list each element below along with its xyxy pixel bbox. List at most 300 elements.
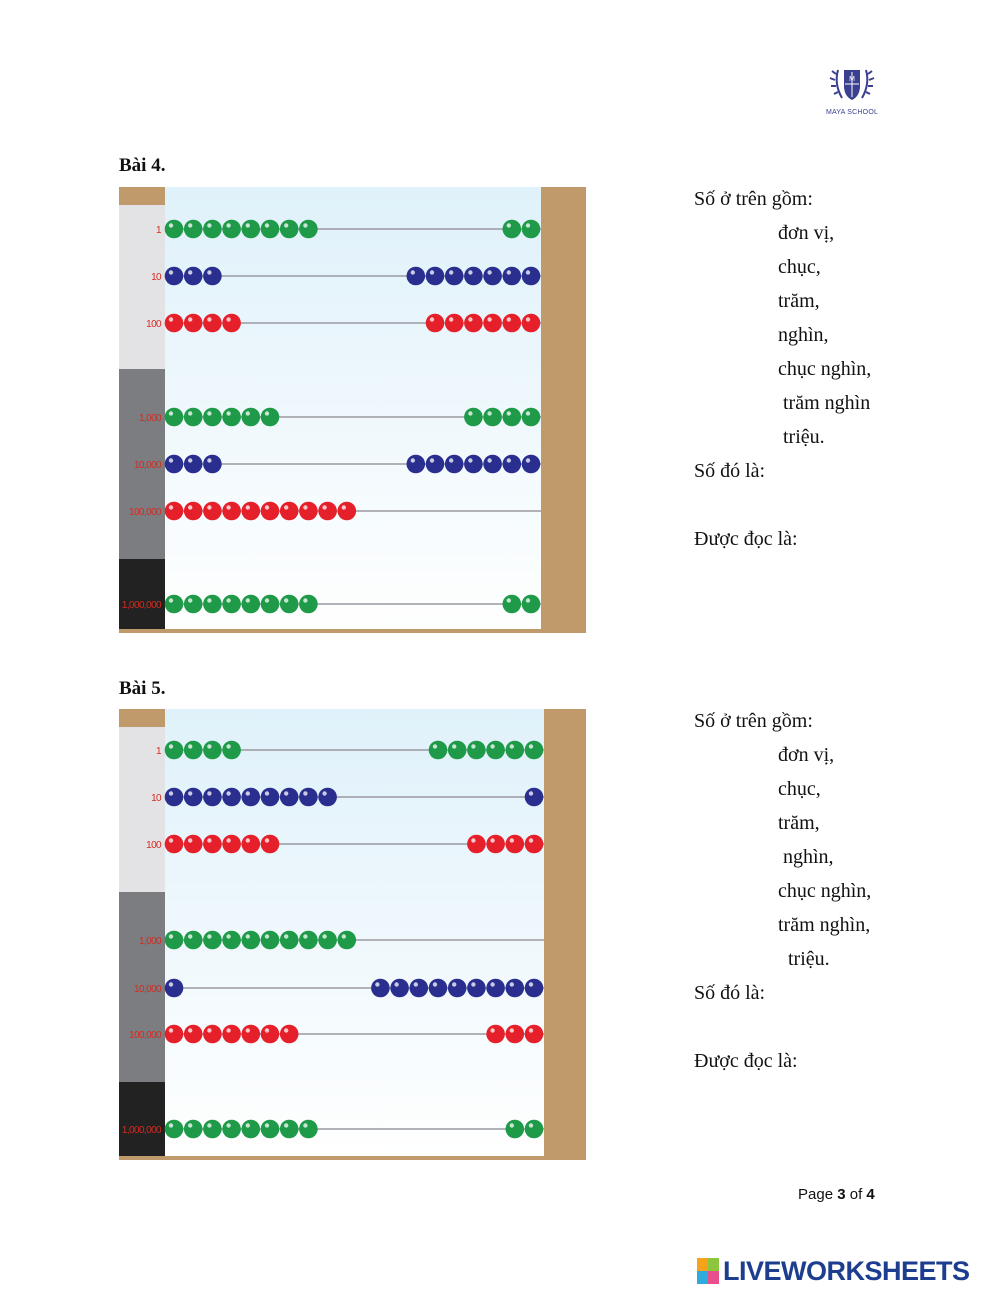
abacus-bead	[506, 741, 525, 760]
bead-highlight	[342, 934, 346, 938]
bead-highlight	[207, 1123, 211, 1127]
abacus-bead	[203, 502, 222, 521]
abacus-bead	[165, 502, 184, 521]
abacus-bead	[184, 931, 203, 950]
bead-highlight	[452, 982, 456, 986]
bead-highlight	[394, 982, 398, 986]
abacus-bead	[203, 408, 222, 427]
abacus-row-label: 100	[146, 840, 161, 851]
abacus-bead	[429, 979, 448, 998]
abacus-bead	[261, 1025, 280, 1044]
bead-highlight	[433, 982, 437, 986]
abacus-bead	[280, 502, 299, 521]
abacus-bead	[464, 267, 483, 286]
bead-highlight	[449, 270, 453, 274]
bead-highlight	[226, 934, 230, 938]
frame-top-left	[119, 709, 165, 727]
abacus-bead	[467, 741, 486, 760]
abacus-bead	[445, 314, 464, 333]
abacus-bead	[184, 220, 203, 239]
bead-highlight	[169, 934, 173, 938]
school-crest-icon	[822, 64, 882, 106]
abacus-row-label: 100,000	[129, 1030, 161, 1041]
bead-highlight	[303, 223, 307, 227]
bead-highlight	[414, 982, 418, 986]
bead-highlight	[452, 744, 456, 748]
abacus-bead	[165, 835, 184, 854]
ex5-place-hundred-thousands: trăm nghìn,	[778, 914, 871, 936]
ex4-read-prompt: Được đọc là:	[694, 528, 798, 550]
abacus-row-label: 10	[151, 793, 161, 804]
abacus-bead	[338, 931, 357, 950]
bead-highlight	[468, 317, 472, 321]
bead-highlight	[207, 1028, 211, 1032]
abacus-bead	[464, 314, 483, 333]
abacus-bead	[184, 741, 203, 760]
school-name: MAYA SCHOOL	[825, 109, 879, 116]
bead-highlight	[487, 317, 491, 321]
abacus-bead	[426, 267, 445, 286]
frame-bottom	[119, 629, 586, 633]
abacus-bead	[464, 455, 483, 474]
abacus-bead	[318, 931, 337, 950]
abacus-bead	[222, 741, 241, 760]
abacus-bead	[522, 408, 541, 427]
ex4-place-hundred-thousands: trăm nghìn	[783, 392, 871, 414]
bead-highlight	[342, 505, 346, 509]
bead-highlight	[207, 505, 211, 509]
bead-highlight	[468, 411, 472, 415]
bead-highlight	[303, 1123, 307, 1127]
bead-highlight	[449, 317, 453, 321]
bead-highlight	[246, 411, 250, 415]
bead-highlight	[246, 505, 250, 509]
bead-highlight	[169, 791, 173, 795]
abacus-bead	[525, 741, 544, 760]
abacus-row-label: 100,000	[129, 507, 161, 518]
ex4-place-hundreds: trăm,	[778, 290, 820, 312]
abacus-bead	[203, 931, 222, 950]
abacus-bead	[503, 220, 522, 239]
bead-highlight	[284, 1028, 288, 1032]
bead-highlight	[265, 223, 269, 227]
page-number	[798, 1186, 875, 1203]
bead-highlight	[226, 1028, 230, 1032]
abacus-bead	[261, 788, 280, 807]
bead-highlight	[207, 223, 211, 227]
abacus-bead	[371, 979, 390, 998]
bead-highlight	[303, 934, 307, 938]
abacus-bead	[522, 455, 541, 474]
page-of: of	[849, 1186, 863, 1203]
bead-highlight	[468, 270, 472, 274]
bead-highlight	[226, 317, 230, 321]
bead-highlight	[188, 744, 192, 748]
bead-highlight	[322, 505, 326, 509]
bead-highlight	[169, 505, 173, 509]
abacus-bead	[445, 455, 464, 474]
bead-highlight	[188, 791, 192, 795]
abacus-bead	[203, 595, 222, 614]
exercise-5-abacus	[119, 709, 586, 1160]
bead-highlight	[226, 1123, 230, 1127]
exercise-4-abacus	[119, 187, 586, 633]
abacus-bead	[222, 835, 241, 854]
bead-highlight	[246, 1123, 250, 1127]
bead-highlight	[207, 791, 211, 795]
abacus-row-label: 1,000,000	[121, 1125, 161, 1136]
abacus-bead	[280, 1025, 299, 1044]
abacus-bead	[165, 267, 184, 286]
abacus-bead	[261, 408, 280, 427]
abacus-bead	[203, 1120, 222, 1139]
abacus-bead	[184, 788, 203, 807]
bead-highlight	[430, 317, 434, 321]
bead-highlight	[487, 411, 491, 415]
abacus-bead	[280, 1120, 299, 1139]
abacus-bead	[203, 788, 222, 807]
bead-highlight	[188, 1028, 192, 1032]
abacus-bead	[184, 408, 203, 427]
abacus-bead	[222, 314, 241, 333]
abacus-bead	[407, 455, 426, 474]
abacus-bead	[448, 741, 467, 760]
bead-highlight	[529, 1123, 533, 1127]
abacus-bead	[184, 314, 203, 333]
abacus-bead	[522, 595, 541, 614]
frame-bottom	[119, 1156, 586, 1160]
abacus-bead	[165, 788, 184, 807]
bead-highlight	[169, 411, 173, 415]
abacus-bead	[522, 267, 541, 286]
abacus-bead	[165, 220, 184, 239]
abacus-bead	[242, 835, 261, 854]
bead-highlight	[529, 791, 533, 795]
bead-highlight	[487, 270, 491, 274]
bead-highlight	[490, 982, 494, 986]
abacus-bead	[242, 408, 261, 427]
bead-highlight	[303, 505, 307, 509]
bead-highlight	[246, 934, 250, 938]
abacus-bead	[242, 788, 261, 807]
bead-highlight	[507, 458, 511, 462]
bead-highlight	[265, 1028, 269, 1032]
abacus-bead	[242, 595, 261, 614]
bead-highlight	[169, 838, 173, 842]
bead-highlight	[265, 411, 269, 415]
bead-highlight	[188, 934, 192, 938]
abacus-bead	[506, 835, 525, 854]
abacus-bead	[448, 979, 467, 998]
bead-highlight	[471, 982, 475, 986]
svg-text:M: M	[849, 76, 855, 83]
abacus-bead	[522, 220, 541, 239]
abacus-bead	[184, 1025, 203, 1044]
abacus-bead	[165, 455, 184, 474]
bead-highlight	[207, 598, 211, 602]
bead-highlight	[188, 505, 192, 509]
bead-highlight	[226, 223, 230, 227]
bead-highlight	[526, 411, 530, 415]
abacus-bead	[184, 835, 203, 854]
ex5-read-prompt: Được đọc là:	[694, 1050, 798, 1072]
abacus-bead	[318, 502, 337, 521]
bead-highlight	[265, 934, 269, 938]
abacus-bead	[242, 1025, 261, 1044]
bead-highlight	[411, 458, 415, 462]
bead-highlight	[430, 270, 434, 274]
abacus-bead	[165, 595, 184, 614]
bead-highlight	[529, 838, 533, 842]
abacus-row-label: 1	[156, 225, 161, 236]
bead-highlight	[207, 270, 211, 274]
ex4-place-tens: chục,	[778, 256, 821, 278]
abacus-bead	[299, 931, 318, 950]
abacus-row-label: 1,000	[138, 936, 161, 947]
bead-highlight	[303, 598, 307, 602]
abacus-bead	[280, 595, 299, 614]
bead-highlight	[188, 223, 192, 227]
ex5-place-tens: chục,	[778, 778, 821, 800]
ex5-number-prompt: Số đó là:	[694, 982, 766, 1004]
abacus-bead	[410, 979, 429, 998]
abacus-bead	[483, 455, 502, 474]
abacus-bead	[261, 595, 280, 614]
bead-highlight	[169, 744, 173, 748]
abacus-bead	[318, 788, 337, 807]
abacus-bead	[486, 1025, 505, 1044]
bead-highlight	[188, 1123, 192, 1127]
ex4-place-ten-thousands: chục nghìn,	[778, 358, 872, 380]
bead-highlight	[207, 317, 211, 321]
bead-highlight	[284, 934, 288, 938]
bead-highlight	[430, 458, 434, 462]
abacus-bead	[261, 502, 280, 521]
abacus-bead	[280, 788, 299, 807]
bead-highlight	[375, 982, 379, 986]
abacus-bead	[203, 314, 222, 333]
abacus-row-label: 1,000,000	[121, 600, 161, 611]
frame-top-left	[119, 187, 165, 205]
abacus-bead	[467, 835, 486, 854]
abacus-bead	[503, 408, 522, 427]
abacus-bead	[261, 1120, 280, 1139]
abacus-row-label: 1,000	[138, 413, 161, 424]
abacus-bead	[483, 314, 502, 333]
bead-highlight	[529, 982, 533, 986]
abacus-bead	[261, 931, 280, 950]
liveworksheets-logo[interactable]	[697, 1255, 970, 1287]
abacus-bead	[242, 502, 261, 521]
bead-highlight	[246, 1028, 250, 1032]
bead-highlight	[322, 934, 326, 938]
abacus-bead	[222, 931, 241, 950]
ex4-number-prompt: Số đó là:	[694, 460, 766, 482]
bead-highlight	[265, 1123, 269, 1127]
liveworksheets-badge-icon	[697, 1258, 719, 1284]
ex5-place-hundreds: trăm,	[778, 812, 820, 834]
abacus-bead	[486, 835, 505, 854]
abacus-bead	[222, 220, 241, 239]
bead-highlight	[322, 791, 326, 795]
bead-highlight	[169, 223, 173, 227]
abacus-bead	[222, 788, 241, 807]
bead-highlight	[265, 598, 269, 602]
abacus-bead	[464, 408, 483, 427]
bead-highlight	[507, 598, 511, 602]
bead-highlight	[449, 458, 453, 462]
abacus-bead	[525, 979, 544, 998]
bead-highlight	[510, 982, 514, 986]
abacus-bead	[280, 220, 299, 239]
bead-highlight	[169, 317, 173, 321]
abacus-bead	[506, 1025, 525, 1044]
bead-highlight	[246, 791, 250, 795]
page-label: Page	[798, 1186, 834, 1203]
bead-highlight	[284, 598, 288, 602]
bead-highlight	[284, 791, 288, 795]
abacus-bead	[165, 1120, 184, 1139]
abacus-bead	[165, 931, 184, 950]
abacus-bead	[525, 788, 544, 807]
abacus-bead	[165, 1025, 184, 1044]
bead-highlight	[169, 982, 173, 986]
bead-highlight	[526, 223, 530, 227]
ex4-place-thousands: nghìn,	[778, 324, 829, 346]
bead-highlight	[246, 838, 250, 842]
abacus-row-label: 10,000	[134, 460, 161, 471]
label-band-millions	[119, 1082, 165, 1160]
bead-highlight	[246, 223, 250, 227]
abacus-bead	[203, 220, 222, 239]
bead-highlight	[207, 411, 211, 415]
abacus-bead	[467, 979, 486, 998]
abacus-bead	[503, 455, 522, 474]
ex4-place-units: đơn vị,	[778, 222, 835, 244]
bead-highlight	[226, 598, 230, 602]
bead-highlight	[510, 1123, 514, 1127]
abacus-bead	[184, 502, 203, 521]
abacus-bead	[525, 1025, 544, 1044]
bead-highlight	[487, 458, 491, 462]
abacus-row-label: 1	[156, 746, 161, 757]
abacus-bead	[261, 835, 280, 854]
bead-highlight	[265, 791, 269, 795]
abacus-bead	[165, 741, 184, 760]
bead-highlight	[246, 598, 250, 602]
abacus-bead	[184, 595, 203, 614]
page-current: 3	[837, 1186, 846, 1203]
abacus-bead	[522, 314, 541, 333]
abacus-bead	[222, 408, 241, 427]
bead-highlight	[507, 411, 511, 415]
page-total: 4	[866, 1186, 875, 1203]
bead-highlight	[284, 1123, 288, 1127]
abacus-bead	[503, 267, 522, 286]
abacus-bead	[429, 741, 448, 760]
abacus-bead	[165, 979, 184, 998]
abacus-bead	[299, 788, 318, 807]
bead-highlight	[510, 838, 514, 842]
bead-highlight	[188, 411, 192, 415]
ex5-place-units: đơn vị,	[778, 744, 835, 766]
abacus-bead	[525, 1120, 544, 1139]
abacus-bead	[280, 931, 299, 950]
bead-highlight	[188, 270, 192, 274]
abacus-bead	[299, 595, 318, 614]
bead-highlight	[526, 317, 530, 321]
abacus-bead	[338, 502, 357, 521]
bead-highlight	[226, 411, 230, 415]
abacus-bead	[445, 267, 464, 286]
abacus-bead	[486, 741, 505, 760]
abacus-bead	[203, 455, 222, 474]
ex5-place-ten-thousands: chục nghìn,	[778, 880, 872, 902]
bead-highlight	[507, 317, 511, 321]
abacus-bead	[483, 267, 502, 286]
abacus-bead	[506, 979, 525, 998]
abacus-bead	[203, 741, 222, 760]
school-logo	[822, 64, 882, 116]
exercise-4-title: Bài 4.	[119, 155, 166, 176]
bead-highlight	[490, 744, 494, 748]
abacus-bead	[407, 267, 426, 286]
bead-highlight	[284, 223, 288, 227]
bead-highlight	[169, 1028, 173, 1032]
bead-highlight	[411, 270, 415, 274]
bead-highlight	[471, 744, 475, 748]
abacus-bead	[299, 1120, 318, 1139]
abacus-bead	[261, 220, 280, 239]
ex4-intro: Số ở trên gồm:	[694, 188, 813, 210]
abacus-bead	[165, 314, 184, 333]
abacus-bead	[242, 220, 261, 239]
bead-highlight	[188, 458, 192, 462]
ex5-place-thousands: nghìn,	[783, 846, 834, 868]
abacus-bead	[203, 1025, 222, 1044]
frame-right	[544, 709, 586, 1160]
abacus-bead	[184, 1120, 203, 1139]
bead-highlight	[188, 598, 192, 602]
bead-highlight	[169, 1123, 173, 1127]
bead-highlight	[226, 505, 230, 509]
bead-highlight	[433, 744, 437, 748]
abacus-bead	[203, 267, 222, 286]
bead-highlight	[226, 791, 230, 795]
abacus-bead	[222, 1025, 241, 1044]
abacus-bead	[242, 1120, 261, 1139]
bead-highlight	[226, 744, 230, 748]
ex5-place-millions: triệu.	[788, 948, 830, 970]
abacus-bead	[483, 408, 502, 427]
abacus-bead	[503, 314, 522, 333]
ex5-intro: Số ở trên gồm:	[694, 710, 813, 732]
abacus-row-label: 10,000	[134, 984, 161, 995]
bead-highlight	[510, 1028, 514, 1032]
ex4-place-millions: triệu.	[783, 426, 825, 448]
bead-highlight	[526, 458, 530, 462]
abacus-bead	[242, 931, 261, 950]
abacus-bead	[222, 595, 241, 614]
abacus-row-label: 10	[151, 272, 161, 283]
bead-highlight	[490, 1028, 494, 1032]
brand-name: LIVEWORKSHEETS	[723, 1255, 970, 1286]
abacus-bead	[299, 502, 318, 521]
bead-highlight	[510, 744, 514, 748]
abacus-bead	[184, 267, 203, 286]
abacus-bead	[222, 502, 241, 521]
bead-highlight	[490, 838, 494, 842]
